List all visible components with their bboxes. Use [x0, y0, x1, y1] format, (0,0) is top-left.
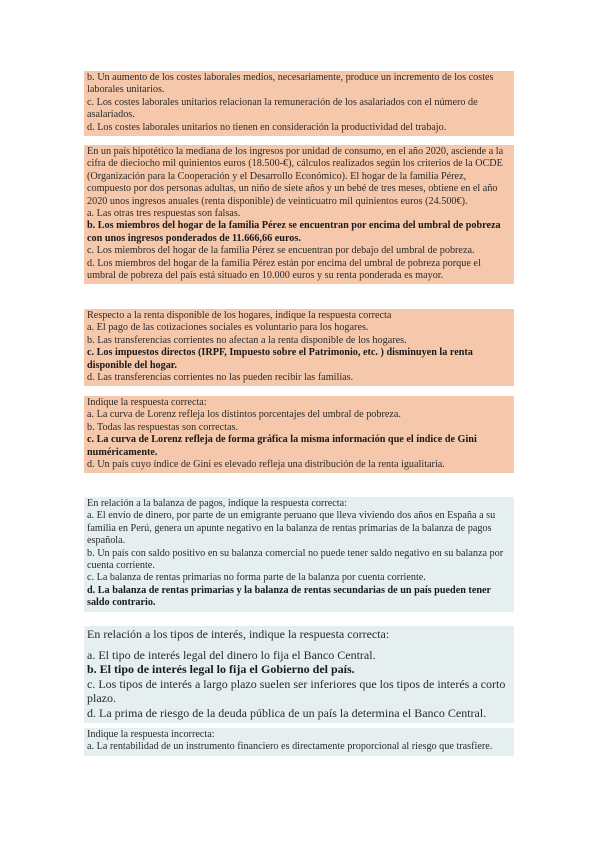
question-block-rentabilidad	[84, 728, 514, 756]
question-stem: Indique la respuesta correcta:	[87, 397, 207, 408]
answer-option-a: a. El tipo de interés legal del dinero lo fija el Banco Central.	[87, 647, 376, 662]
question-stem: Respecto a la renta disponible de los hogares, indique la respuesta correcta	[87, 310, 392, 321]
answer-option-c: c. Los tipos de interés a largo plazo suelen ser inferiores que los tipos de interés a corto plazo.	[87, 676, 506, 706]
question-stem: En un país hipotético la mediana de los ingresos por unidad de consumo, en el año 2020, asciende a la cifra de dieciocho mil quinientos euros (18.500-€), cálculos realizados según los criterios de la OCDE (Organización para la Cooperación y el Desarrollo Económico). El hogar de la familia Pérez, compuesto por dos personas adultas, un niño de siete años y un bebé de tres meses, obtiene en el año 2020 unos ingresos anuales (renta disponible) de veinticuatro mil quinientos euros (24.500€).	[87, 146, 504, 207]
question-stem: En relación a los tipos de interés, indique la respuesta correcta:	[87, 627, 390, 641]
answer-option-b: b. Todas las respuestas son correctas.	[87, 421, 239, 433]
answer-option-b: b. Un país con saldo positivo en su balanza comercial no puede tener saldo negativo en su balanza por cuenta corriente.	[87, 547, 504, 572]
question-block-curva-lorenz	[84, 396, 514, 473]
answer-option-b-correct: b. El tipo de interés legal lo fija el Gobierno del país.	[87, 662, 355, 677]
answer-option-a: a. El pago de las cotizaciones sociales es voluntario para los hogares.	[87, 322, 369, 334]
answer-option-d: d. Los costes laborales unitarios no tienen en consideración la productividad del trabajo.	[87, 121, 447, 133]
answer-option-d-correct: d. La balanza de rentas primarias y la balanza de rentas secundarias de un país pueden tener saldo contrario.	[87, 584, 491, 609]
question-stem: En relación a la balanza de pagos, indique la respuesta correcta:	[87, 498, 347, 509]
answer-option-d: d. La prima de riesgo de la deuda pública de un país la determina el Banco Central.	[87, 705, 487, 720]
answer-option-a: a. La rentabilidad de un instrumento financiero es directamente proporcional al riesgo que trasfiere.	[87, 741, 493, 753]
answer-option-c: c. Los miembros del hogar de la familia Pérez se encuentran por debajo del umbral de pobreza.	[87, 245, 475, 257]
answer-option-a: a. La curva de Lorenz refleja los distintos porcentajes del umbral de pobreza.	[87, 409, 401, 421]
answer-option-a: a. El envío de dinero, por parte de un emigrante peruano que lleva viviendo dos años en España a su familia en Perú, genera un apunte negativo en la balanza de rentas primarias de la balanza de pagos española.	[87, 510, 496, 547]
answer-option-c: c. La balanza de rentas primarias no forma parte de la balanza por cuenta corriente.	[87, 572, 426, 584]
answer-option-c-correct: c. Los impuestos directos (IRPF, Impuesto sobre el Patrimonio, etc. ) disminuyen la renta disponible del hogar.	[87, 347, 473, 371]
question-block-balanza-pagos	[84, 497, 514, 612]
answer-option-d: d. Las transferencias corrientes no las pueden recibir las familias.	[87, 372, 354, 384]
answer-option-c-correct: c. La curva de Lorenz refleja de forma gráfica la misma información que el índice de Gini numéricamente.	[87, 434, 477, 458]
question-block-umbral-pobreza	[84, 145, 514, 284]
answer-option-b: b. Un aumento de los costes laborales medios, necesariamente, produce un incremento de los costes laborales unitarios.	[87, 72, 494, 96]
question-block-renta-disponible	[84, 309, 514, 386]
question-stem: Indique la respuesta incorrecta:	[87, 729, 215, 740]
question-block-costes-laborales	[84, 71, 514, 136]
answer-option-c: c. Los costes laborales unitarios relacionan la remuneración de los asalariados con el número de asalariados.	[87, 96, 478, 121]
answer-option-d: d. Un país cuyo índice de Gini es elevado refleja una distribución de la renta igualitaria.	[87, 459, 445, 471]
answer-option-b: b. Las transferencias corrientes no afectan a la renta disponible de los hogares.	[87, 334, 407, 346]
answer-option-d: d. Los miembros del hogar de la familia Pérez están por encima del umbral de pobreza porque el umbral de pobreza del país está situado en 10.000 euros y su renta ponderada es mayor.	[87, 257, 481, 282]
answer-option-a: a. Las otras tres respuestas son falsas.	[87, 208, 241, 220]
answer-option-b-correct: b. Los miembros del hogar de la familia Pérez se encuentran por encima del umbral de pobreza con unos ingresos ponderados de 11.666,66 euros.	[87, 220, 501, 244]
question-block-tipos-interes	[84, 626, 514, 723]
